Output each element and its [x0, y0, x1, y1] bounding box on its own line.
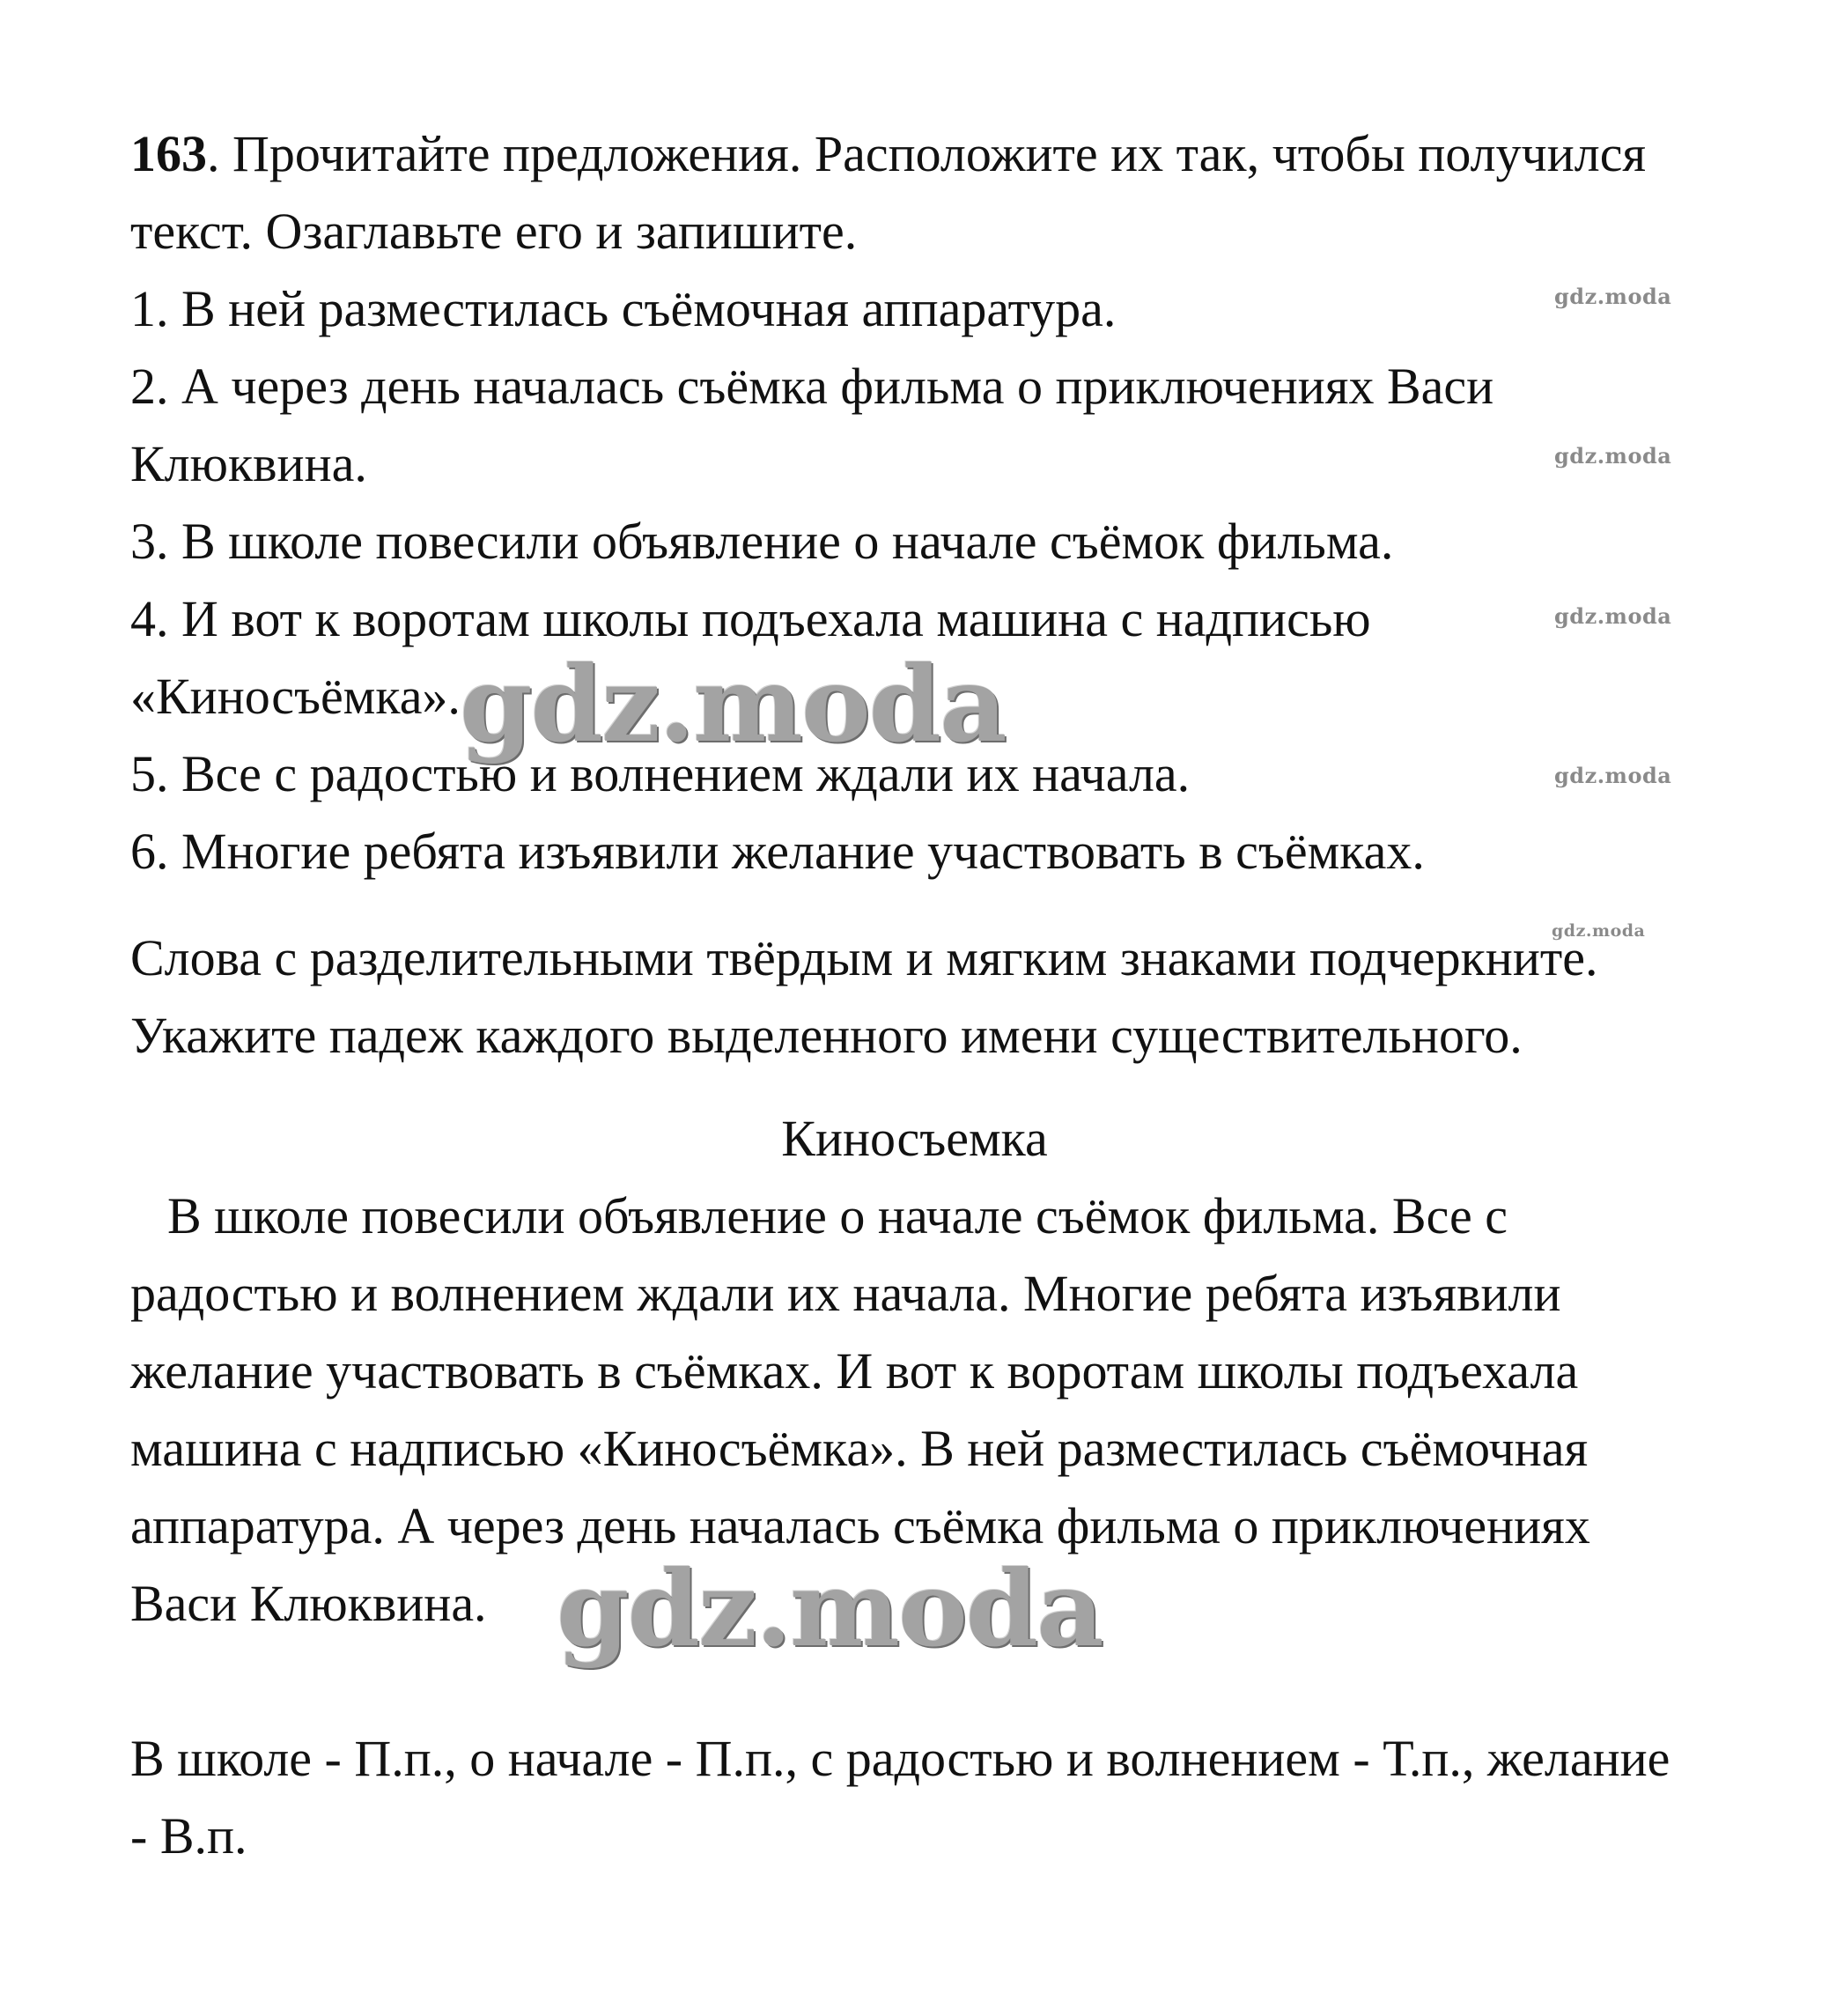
- sentence-6: 6. Многие ребята изъявили желание участвовать в съёмках.: [130, 823, 1425, 880]
- answer-line-3: желание участвовать в съёмках. И вот к воротам школы подъехала: [130, 1342, 1579, 1399]
- instruction-2: Укажите падеж каждого выделенного имени существительного.: [130, 1007, 1523, 1064]
- sentence-4: 4. И вот к воротам школы подъехала машина с надписью: [130, 590, 1371, 647]
- sentence-3: 3. В школе повесили объявление о начале съёмок фильма.: [130, 513, 1394, 570]
- answer-line-5: аппаратура. А через день началась съёмка фильма о приключениях: [130, 1497, 1590, 1554]
- task-text: . Прочитайте предложения. Расположите их так, чтобы получился: [207, 125, 1647, 182]
- watermark-small: gdz.moda: [1552, 921, 1646, 941]
- watermark-small: gdz.moda: [1554, 443, 1672, 469]
- instruction-1: Слова с разделительными твёрдым и мягким знаками подчеркните.: [130, 929, 1598, 986]
- cases-line-1: В школе - П.п., о начале - П.п., с радостью и волнением - Т.п., желание: [130, 1730, 1670, 1787]
- watermark-small: gdz.moda: [1554, 603, 1672, 629]
- watermark-large: gdz.moda: [460, 643, 1006, 765]
- watermark-large: gdz.moda: [557, 1547, 1103, 1670]
- task-line-2: текст. Озаглавьте его и запишите.: [130, 203, 858, 260]
- task-number: 163: [130, 125, 207, 182]
- sentence-4-cont: «Киносъёмка».: [130, 668, 461, 725]
- sentence-5: 5. Все с радостью и волнением ждали их начала.: [130, 745, 1191, 802]
- watermark-small: gdz.moda: [1554, 284, 1672, 309]
- sentence-1: 1. В ней разместилась съёмочная аппаратура.: [130, 280, 1117, 337]
- answer-title: Киносъемка: [781, 1110, 1048, 1167]
- cases-line-2: - В.п.: [130, 1807, 247, 1865]
- sentence-2: 2. А через день началась съёмка фильма о приключениях Васи: [130, 358, 1494, 415]
- task-line-1: [130, 123, 1646, 185]
- answer-line-4: машина с надписью «Киносъёмка». В ней разместилась съёмочная: [130, 1420, 1589, 1477]
- answer-line-6: Васи Клюквина.: [130, 1575, 487, 1632]
- answer-line-1: В школе повесили объявление о начале съёмок фильма. Все с: [167, 1187, 1508, 1244]
- watermark-small: gdz.moda: [1554, 763, 1672, 788]
- sentence-2-cont: Клюквина.: [130, 435, 367, 492]
- answer-line-2: радостью и волнением ждали их начала. Многие ребята изъявили: [130, 1265, 1561, 1322]
